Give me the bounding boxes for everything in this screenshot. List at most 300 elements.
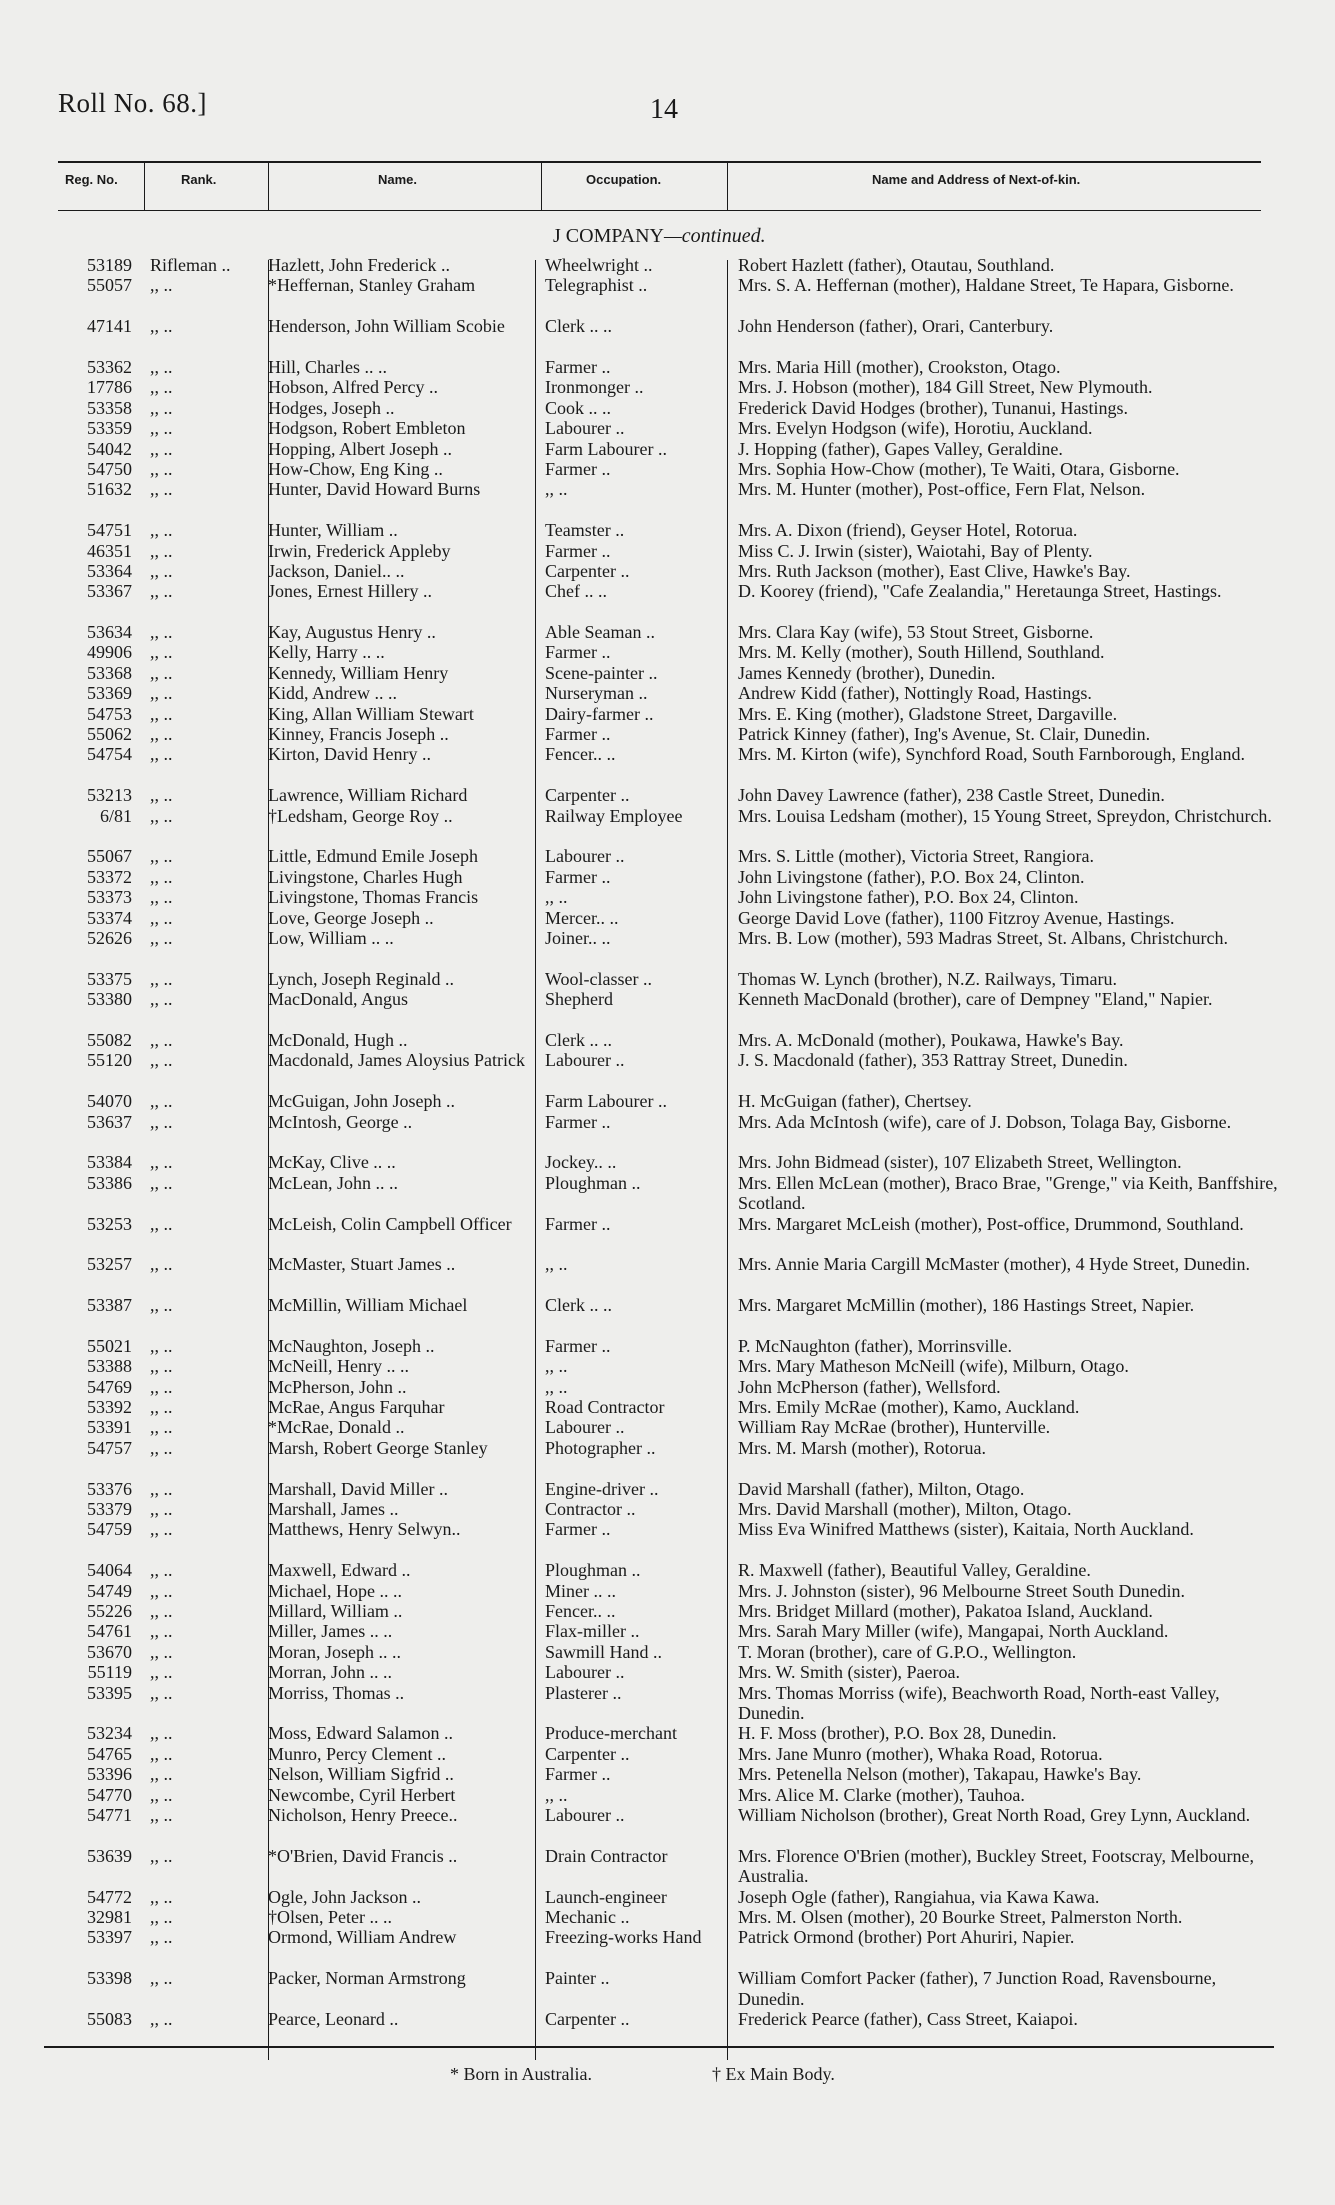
reg-number-cell: 53380	[87, 989, 132, 1010]
name-cell: MacDonald, Angus	[268, 989, 408, 1010]
rank-cell: ,, ..	[150, 1172, 173, 1193]
rank-cell: ,, ..	[150, 1845, 173, 1866]
table-row	[0, 622, 1335, 642]
next-of-kin-cell: H. F. Moss (brother), P.O. Box 28, Dunedin.	[738, 1723, 1057, 1744]
next-of-kin-cell: Mrs. M. Marsh (mother), Rotorua.	[738, 1437, 986, 1458]
table-row	[0, 1417, 1335, 1437]
rank-cell: ,, ..	[150, 1723, 173, 1744]
table-row	[0, 1336, 1335, 1356]
rank-cell: ,, ..	[150, 540, 173, 561]
rank-cell: ,, ..	[150, 458, 173, 479]
rank-cell: ,, ..	[150, 479, 173, 500]
reg-number-cell: 47141	[87, 316, 132, 337]
name-cell: McRae, Angus Farquhar	[268, 1397, 445, 1418]
reg-number-cell: 55120	[87, 1050, 132, 1071]
reg-number-cell: 54042	[87, 438, 132, 459]
occupation-cell: Farmer ..	[545, 1519, 611, 1540]
reg-number-cell: 54771	[87, 1804, 132, 1825]
reg-number-cell: 53376	[87, 1478, 132, 1499]
reg-number-cell: 53359	[87, 418, 132, 439]
header-divider	[541, 163, 542, 211]
reg-number-cell: 53392	[87, 1397, 132, 1418]
occupation-cell: Fencer.. ..	[545, 744, 616, 765]
next-of-kin-cell: Mrs. A. McDonald (mother), Poukawa, Hawke's Bay.	[738, 1029, 1124, 1050]
occupation-cell: Carpenter ..	[545, 1743, 630, 1764]
name-cell: Moss, Edward Salamon ..	[268, 1723, 453, 1744]
name-cell: Ogle, John Jackson ..	[268, 1886, 421, 1907]
reg-number-cell: 55082	[87, 1029, 132, 1050]
table-row	[0, 520, 1335, 540]
name-cell: Hobson, Alfred Percy ..	[268, 377, 438, 398]
rank-cell: ,, ..	[150, 1968, 173, 1989]
rank-cell: ,, ..	[150, 642, 173, 663]
table-row	[0, 1662, 1335, 1682]
rank-cell: ,, ..	[150, 1621, 173, 1642]
next-of-kin-cell: John McPherson (father), Wellsford.	[738, 1376, 1001, 1397]
rank-cell: ,, ..	[150, 1050, 173, 1071]
occupation-cell: Carpenter ..	[545, 785, 630, 806]
occupation-cell: Farmer ..	[545, 1111, 611, 1132]
table-row	[0, 928, 1335, 969]
rank-cell: ,, ..	[150, 1499, 173, 1520]
next-of-kin-cell: Patrick Kinney (father), Ing's Avenue, St. Clair, Dunedin.	[738, 724, 1151, 745]
name-cell: Kinney, Francis Joseph ..	[268, 724, 449, 745]
occupation-cell: Labourer ..	[545, 846, 625, 867]
table-row	[0, 1091, 1335, 1111]
roll-table-body	[0, 255, 1335, 2029]
name-cell: Pearce, Leonard ..	[268, 2008, 399, 2029]
name-cell: McDonald, Hugh ..	[268, 1029, 408, 1050]
next-of-kin-cell: Miss Eva Winifred Matthews (sister), Kaitaia, North Auckland.	[738, 1519, 1194, 1540]
table-row	[0, 1356, 1335, 1376]
next-of-kin-cell: Mrs. Louisa Ledsham (mother), 15 Young Street, Spreydon, Christchurch.	[738, 805, 1272, 826]
next-of-kin-cell: J. S. Macdonald (father), 353 Rattray Street, Dunedin.	[738, 1050, 1128, 1071]
next-of-kin-cell: Mrs. Margaret McMillin (mother), 186 Hastings Street, Napier.	[738, 1295, 1195, 1316]
table-row	[0, 1438, 1335, 1479]
rank-cell: ,, ..	[150, 1356, 173, 1377]
occupation-cell: Labourer ..	[545, 1804, 625, 1825]
table-row	[0, 683, 1335, 703]
occupation-cell: Farmer ..	[545, 1335, 611, 1356]
next-of-kin-cell: Mrs. Ellen McLean (mother), Braco Brae, "Grenge," via Keith, Banffshire, Scotland.	[738, 1172, 1278, 1214]
rank-cell: ,, ..	[150, 1886, 173, 1907]
name-cell: McLeish, Colin Campbell Officer	[268, 1213, 512, 1234]
name-cell: Matthews, Henry Selwyn..	[268, 1519, 461, 1540]
rank-cell: ,, ..	[150, 683, 173, 704]
reg-number-cell: 46351	[87, 540, 132, 561]
occupation-cell: Painter ..	[545, 1968, 610, 1989]
next-of-kin-cell: John Henderson (father), Orari, Canterbury.	[738, 316, 1054, 337]
next-of-kin-cell: Robert Hazlett (father), Otautau, Southland.	[738, 255, 1055, 275]
next-of-kin-cell: R. Maxwell (father), Beautiful Valley, Geraldine.	[738, 1560, 1091, 1581]
name-cell: Livingstone, Thomas Francis	[268, 887, 479, 908]
reg-number-cell: 53369	[87, 683, 132, 704]
reg-number-cell: 53253	[87, 1213, 132, 1234]
reg-number-cell: 54751	[87, 520, 132, 541]
name-cell: Kirton, David Henry ..	[268, 744, 431, 765]
next-of-kin-cell: Mrs. M. Olsen (mother), 20 Bourke Street, Palmerston North.	[738, 1906, 1183, 1927]
next-of-kin-cell: Mrs. M. Kelly (mother), South Hillend, Southland.	[738, 642, 1105, 663]
next-of-kin-cell: Joseph Ogle (father), Rangiahua, via Kawa Kawa.	[738, 1886, 1100, 1907]
rank-cell: ,, ..	[150, 887, 173, 908]
table-row	[0, 663, 1335, 683]
next-of-kin-cell: William Ray McRae (brother), Hunterville.	[738, 1417, 1051, 1438]
reg-number-cell: 55083	[87, 2008, 132, 2029]
next-of-kin-cell: Mrs. Clara Kay (wife), 53 Stout Street, Gisborne.	[738, 622, 1094, 643]
company-continued: —continued.	[663, 225, 766, 247]
rank-cell: ,, ..	[150, 1335, 173, 1356]
reg-number-cell: 53372	[87, 866, 132, 887]
name-cell: Moran, Joseph .. ..	[268, 1641, 401, 1662]
reg-number-cell: 53373	[87, 887, 132, 908]
occupation-cell: Jockey.. ..	[545, 1152, 617, 1173]
reg-number-cell: 54070	[87, 1091, 132, 1112]
name-cell: *O'Brien, David Francis ..	[268, 1845, 458, 1866]
reg-number-cell: 53189	[87, 255, 132, 275]
occupation-cell: Contractor ..	[545, 1499, 636, 1520]
next-of-kin-cell: Mrs. S. Little (mother), Victoria Street, Rangiora.	[738, 846, 1095, 867]
rank-cell: ,, ..	[150, 1927, 173, 1948]
rank-cell: ,, ..	[150, 1662, 173, 1683]
name-cell: Love, George Joseph ..	[268, 907, 434, 928]
table-row	[0, 398, 1335, 418]
next-of-kin-cell: William Nicholson (brother), Great North Road, Grey Lynn, Auckland.	[738, 1804, 1251, 1825]
table-row	[0, 724, 1335, 744]
reg-number-cell: 53386	[87, 1172, 132, 1193]
table-row	[0, 479, 1335, 520]
reg-number-cell: 53358	[87, 397, 132, 418]
column-header-occupation: Occupation.	[586, 172, 662, 187]
reg-number-cell: 53387	[87, 1295, 132, 1316]
name-cell: Newcombe, Cyril Herbert	[268, 1784, 456, 1805]
reg-number-cell: 54765	[87, 1743, 132, 1764]
next-of-kin-cell: Thomas W. Lynch (brother), N.Z. Railways, Timaru.	[738, 968, 1117, 989]
column-header-next-of-kin: Name and Address of Next-of-kin.	[872, 172, 1081, 187]
reg-number-cell: 53398	[87, 1968, 132, 1989]
rank-cell: ,, ..	[150, 581, 173, 602]
next-of-kin-cell: Mrs. Maria Hill (mother), Crookston, Otago.	[738, 356, 1061, 377]
occupation-cell: Photographer ..	[545, 1437, 656, 1458]
reg-number-cell: 55067	[87, 846, 132, 867]
occupation-cell: Dairy-farmer ..	[545, 703, 654, 724]
occupation-cell: Ironmonger ..	[545, 377, 644, 398]
rank-cell: ,, ..	[150, 560, 173, 581]
rank-cell: ,, ..	[150, 1213, 173, 1234]
reg-number-cell: 55062	[87, 724, 132, 745]
rank-cell: ,, ..	[150, 744, 173, 765]
reg-number-cell: 53670	[87, 1641, 132, 1662]
name-cell: Kelly, Harry .. ..	[268, 642, 385, 663]
name-cell: Jackson, Daniel.. ..	[268, 560, 405, 581]
table-row	[0, 1050, 1335, 1091]
occupation-cell: Mercer.. ..	[545, 907, 619, 928]
rank-cell: ,, ..	[150, 1743, 173, 1764]
rank-cell: ,, ..	[150, 1111, 173, 1132]
table-row	[0, 1214, 1335, 1255]
rank-cell: ,, ..	[150, 846, 173, 867]
rank-cell: ,, ..	[150, 1152, 173, 1173]
name-cell: Hunter, William ..	[268, 520, 398, 541]
table-row	[0, 744, 1335, 785]
name-cell: Hopping, Albert Joseph ..	[268, 438, 452, 459]
table-row	[0, 1601, 1335, 1621]
occupation-cell: Farmer ..	[545, 1213, 611, 1234]
name-cell: McNeill, Henry .. ..	[268, 1356, 409, 1377]
rank-cell: ,, ..	[150, 1601, 173, 1622]
reg-number-cell: 52626	[87, 927, 132, 948]
occupation-cell: Telegraphist ..	[545, 275, 648, 296]
name-cell: Kay, Augustus Henry ..	[268, 622, 436, 643]
reg-number-cell: 54064	[87, 1560, 132, 1581]
name-cell: Morran, John .. ..	[268, 1662, 392, 1683]
table-row	[0, 969, 1335, 989]
table-row	[0, 1112, 1335, 1153]
next-of-kin-cell: D. Koorey (friend), "Cafe Zealandia," Heretaunga Street, Hastings.	[738, 581, 1222, 602]
table-row	[0, 1907, 1335, 1927]
table-row	[0, 581, 1335, 622]
rank-cell: ,, ..	[150, 1437, 173, 1458]
reg-number-cell: 54757	[87, 1437, 132, 1458]
next-of-kin-cell: Mrs. Petenella Nelson (mother), Takapau, Hawke's Bay.	[738, 1764, 1142, 1785]
reg-number-cell: 53395	[87, 1682, 132, 1703]
next-of-kin-cell: Mrs. Alice M. Clarke (mother), Tauhoa.	[738, 1784, 1025, 1805]
next-of-kin-cell: Mrs. J. Hobson (mother), 184 Gill Street, New Plymouth.	[738, 377, 1153, 398]
occupation-cell: Carpenter ..	[545, 2008, 630, 2029]
occupation-cell: Farmer ..	[545, 1764, 611, 1785]
table-row	[0, 2009, 1335, 2029]
reg-number-cell: 55226	[87, 1601, 132, 1622]
reg-number-cell: 53257	[87, 1254, 132, 1275]
reg-number-cell: 53375	[87, 968, 132, 989]
reg-number-cell: 53213	[87, 785, 132, 806]
next-of-kin-cell: Mrs. John Bidmead (sister), 107 Elizabeth Street, Wellington.	[738, 1152, 1182, 1173]
reg-number-cell: 53388	[87, 1356, 132, 1377]
rank-cell: ,, ..	[150, 724, 173, 745]
rank-cell: ,, ..	[150, 418, 173, 439]
table-row	[0, 1377, 1335, 1397]
name-cell: Marshall, James ..	[268, 1499, 399, 1520]
reg-number-cell: 32981	[87, 1906, 132, 1927]
rank-cell: ,, ..	[150, 438, 173, 459]
occupation-cell: Mechanic ..	[545, 1906, 630, 1927]
reg-number-cell: 54772	[87, 1886, 132, 1907]
table-row	[0, 316, 1335, 357]
occupation-cell: ,, ..	[545, 1376, 568, 1397]
table-row	[0, 1805, 1335, 1846]
table-row	[0, 887, 1335, 907]
occupation-cell: Ploughman ..	[545, 1172, 641, 1193]
footnote-born-australia: * Born in Australia.	[450, 2064, 592, 2084]
reg-number-cell: 53368	[87, 662, 132, 683]
rank-cell: ,, ..	[150, 1641, 173, 1662]
next-of-kin-cell: Mrs. Jane Munro (mother), Whaka Road, Rotorua.	[738, 1743, 1103, 1764]
next-of-kin-cell: William Comfort Packer (father), 7 Junction Road, Ravensbourne, Dunedin.	[738, 1968, 1217, 2009]
occupation-cell: Launch-engineer	[545, 1886, 667, 1907]
next-of-kin-cell: Mrs. Emily McRae (mother), Kamo, Auckland.	[738, 1397, 1080, 1418]
column-header-rank: Rank.	[181, 172, 217, 187]
name-cell: Hunter, David Howard Burns	[268, 479, 481, 500]
rank-cell: ,, ..	[150, 1417, 173, 1438]
occupation-cell: Joiner.. ..	[545, 927, 611, 948]
name-cell: Ormond, William Andrew	[268, 1927, 457, 1948]
name-cell: Irwin, Frederick Appleby	[268, 540, 451, 561]
occupation-cell: Farmer ..	[545, 642, 611, 663]
name-cell: McMaster, Stuart James ..	[268, 1254, 456, 1275]
occupation-cell: Able Seaman ..	[545, 622, 655, 643]
rank-cell: ,, ..	[150, 1519, 173, 1540]
occupation-cell: Labourer ..	[545, 418, 625, 439]
table-row	[0, 1764, 1335, 1784]
table-row	[0, 989, 1335, 1030]
name-cell: Kidd, Andrew .. ..	[268, 683, 397, 704]
occupation-cell: Chef .. ..	[545, 581, 607, 602]
name-cell: McIntosh, George ..	[268, 1111, 413, 1132]
rank-cell: ,, ..	[150, 1784, 173, 1805]
rank-cell: Rifleman ..	[150, 255, 231, 275]
page-number: 14	[650, 94, 678, 125]
reg-number-cell: 53367	[87, 581, 132, 602]
rank-cell: ,, ..	[150, 1376, 173, 1397]
occupation-cell: ,, ..	[545, 479, 568, 500]
name-cell: Nicholson, Henry Preece..	[268, 1804, 458, 1825]
reg-number-cell: 55021	[87, 1335, 132, 1356]
rank-cell: ,, ..	[150, 1804, 173, 1825]
header-bottom-rule	[58, 210, 1261, 211]
table-row	[0, 785, 1335, 805]
table-row	[0, 1785, 1335, 1805]
table-row	[0, 1519, 1335, 1560]
table-row	[0, 1479, 1335, 1499]
reg-number-cell: 53362	[87, 356, 132, 377]
occupation-cell: Farmer ..	[545, 540, 611, 561]
reg-number-cell: 53379	[87, 1499, 132, 1520]
rank-cell: ,, ..	[150, 1478, 173, 1499]
name-cell: *Heffernan, Stanley Graham	[268, 275, 476, 296]
name-cell: Lynch, Joseph Reginald ..	[268, 968, 454, 989]
name-cell: Morriss, Thomas ..	[268, 1682, 405, 1703]
rank-cell: ,, ..	[150, 1580, 173, 1601]
occupation-cell: ,, ..	[545, 1356, 568, 1377]
occupation-cell: Drain Contractor	[545, 1845, 668, 1866]
occupation-cell: Farmer ..	[545, 866, 611, 887]
occupation-cell: Clerk .. ..	[545, 1029, 612, 1050]
occupation-cell: Railway Employee	[545, 805, 683, 826]
rank-cell: ,, ..	[150, 1295, 173, 1316]
reg-number-cell: 53384	[87, 1152, 132, 1173]
occupation-cell: Farm Labourer ..	[545, 438, 667, 459]
next-of-kin-cell: Mrs. Ruth Jackson (mother), East Clive, Hawke's Bay.	[738, 560, 1131, 581]
next-of-kin-cell: T. Moran (brother), care of G.P.O., Wellington.	[738, 1641, 1077, 1662]
reg-number-cell: 53634	[87, 622, 132, 643]
next-of-kin-cell: Mrs. J. Johnston (sister), 96 Melbourne Street South Dunedin.	[738, 1580, 1185, 1601]
next-of-kin-cell: Mrs. Bridget Millard (mother), Pakatoa Island, Auckland.	[738, 1601, 1153, 1622]
table-row	[0, 275, 1335, 316]
reg-number-cell: 53396	[87, 1764, 132, 1785]
next-of-kin-cell: Andrew Kidd (father), Nottingly Road, Hastings.	[738, 683, 1092, 704]
column-header-reg-no: Reg. No.	[65, 172, 118, 187]
table-row	[0, 867, 1335, 887]
name-cell: McGuigan, John Joseph ..	[268, 1091, 455, 1112]
table-row	[0, 846, 1335, 866]
table-row	[0, 1397, 1335, 1417]
name-cell: Michael, Hope .. ..	[268, 1580, 402, 1601]
top-rule	[58, 161, 1261, 163]
occupation-cell: Farmer ..	[545, 724, 611, 745]
name-cell: Millard, William ..	[268, 1601, 403, 1622]
table-row	[0, 541, 1335, 561]
name-cell: Livingstone, Charles Hugh	[268, 866, 463, 887]
next-of-kin-cell: Mrs. Sarah Mary Miller (wife), Mangapai, North Auckland.	[738, 1621, 1169, 1642]
occupation-cell: ,, ..	[545, 1784, 568, 1805]
table-row	[0, 1927, 1335, 1968]
rank-cell: ,, ..	[150, 1397, 173, 1418]
name-cell: McNaughton, Joseph ..	[268, 1335, 435, 1356]
roll-number-heading: Roll No. 68.]	[58, 88, 208, 118]
name-cell: McPherson, John ..	[268, 1376, 407, 1397]
name-cell: Munro, Percy Clement ..	[268, 1743, 446, 1764]
next-of-kin-cell: John Livingstone father), P.O. Box 24, Clinton.	[738, 887, 1079, 908]
table-row	[0, 418, 1335, 438]
occupation-cell: Clerk .. ..	[545, 316, 612, 337]
occupation-cell: Farm Labourer ..	[545, 1091, 667, 1112]
name-cell: Nelson, William Sigfrid ..	[268, 1764, 454, 1785]
rank-cell: ,, ..	[150, 275, 173, 296]
table-row	[0, 642, 1335, 662]
rank-cell: ,, ..	[150, 805, 173, 826]
name-cell: McKay, Clive .. ..	[268, 1152, 396, 1173]
next-of-kin-cell: George David Love (father), 1100 Fitzroy Avenue, Hastings.	[738, 907, 1175, 928]
rank-cell: ,, ..	[150, 1764, 173, 1785]
name-cell: McMillin, William Michael	[268, 1295, 468, 1316]
reg-number-cell: 55119	[87, 1662, 132, 1683]
reg-number-cell: 49906	[87, 642, 132, 663]
occupation-cell: Engine-driver ..	[545, 1478, 659, 1499]
rank-cell: ,, ..	[150, 1029, 173, 1050]
name-cell: Miller, James .. ..	[268, 1621, 393, 1642]
name-cell: Kennedy, William Henry	[268, 662, 449, 683]
rank-cell: ,, ..	[150, 866, 173, 887]
next-of-kin-cell: Mrs. W. Smith (sister), Paeroa.	[738, 1662, 960, 1683]
reg-number-cell: 54753	[87, 703, 132, 724]
table-row	[0, 1744, 1335, 1764]
occupation-cell: Shepherd	[545, 989, 613, 1010]
occupation-cell: Produce-merchant	[545, 1723, 677, 1744]
table-row	[0, 806, 1335, 847]
next-of-kin-cell: John Davey Lawrence (father), 238 Castle Street, Dunedin.	[738, 785, 1165, 806]
reg-number-cell: 54754	[87, 744, 132, 765]
table-row	[0, 1560, 1335, 1580]
next-of-kin-cell: Mrs. S. A. Heffernan (mother), Haldane Street, Te Hapara, Gisborne.	[738, 275, 1234, 296]
table-row	[0, 377, 1335, 397]
reg-number-cell: 54749	[87, 1580, 132, 1601]
name-cell: Lawrence, William Richard	[268, 785, 468, 806]
occupation-cell: ,, ..	[545, 887, 568, 908]
name-cell: †Olsen, Peter .. ..	[268, 1906, 392, 1927]
name-cell: McLean, John .. ..	[268, 1172, 398, 1193]
rank-cell: ,, ..	[150, 356, 173, 377]
name-cell: Macdonald, James Aloysius Patrick	[268, 1050, 525, 1071]
reg-number-cell: 53364	[87, 560, 132, 581]
next-of-kin-cell: John Livingstone (father), P.O. Box 24, Clinton.	[738, 866, 1085, 887]
table-row	[0, 1254, 1335, 1295]
rank-cell: ,, ..	[150, 1682, 173, 1703]
table-row	[0, 1295, 1335, 1336]
table-row	[0, 1499, 1335, 1519]
occupation-cell: Wool-classer ..	[545, 968, 653, 989]
next-of-kin-cell: H. McGuigan (father), Chertsey.	[738, 1091, 972, 1112]
occupation-cell: Clerk .. ..	[545, 1295, 612, 1316]
rank-cell: ,, ..	[150, 1091, 173, 1112]
